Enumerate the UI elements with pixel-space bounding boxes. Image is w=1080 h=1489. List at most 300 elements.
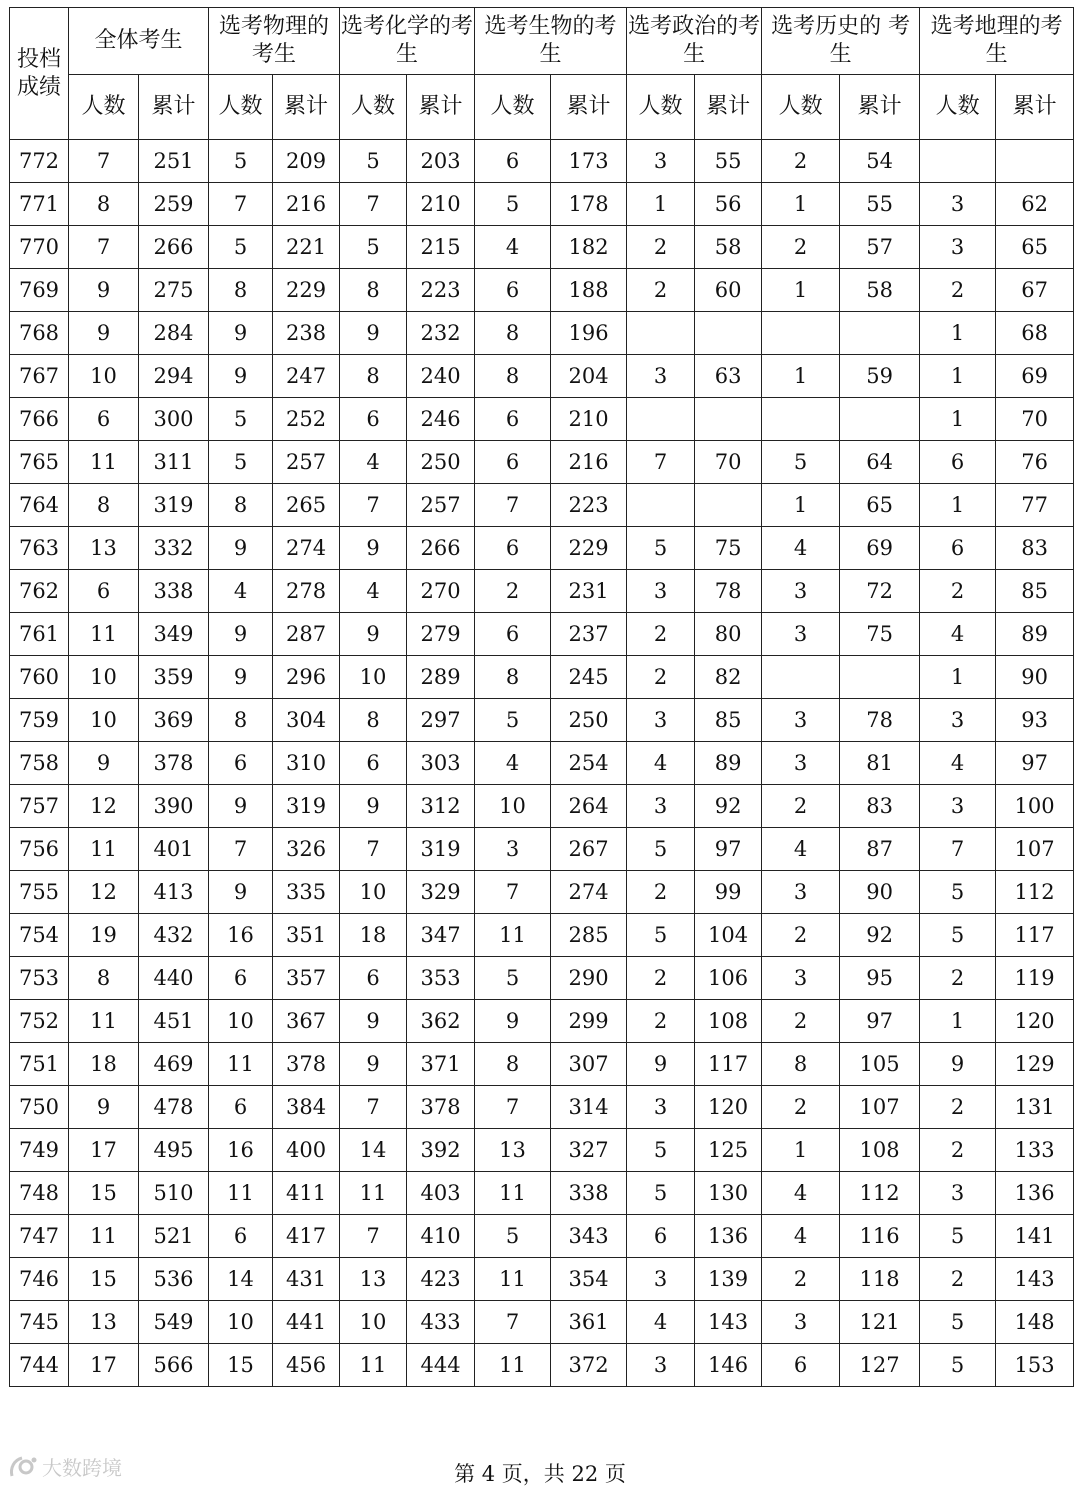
cumulative-cell: 254	[551, 742, 627, 785]
count-cell: 6	[209, 957, 273, 1000]
group-header-all: 全体考生	[69, 8, 209, 75]
count-cell: 4	[209, 570, 273, 613]
count-cell: 6	[475, 269, 551, 312]
sub-header-cumulative: 累计	[551, 75, 627, 140]
count-cell: 3	[762, 570, 840, 613]
count-cell: 9	[69, 1086, 139, 1129]
count-cell: 7	[340, 484, 407, 527]
count-cell: 4	[627, 742, 695, 785]
count-cell: 4	[762, 828, 840, 871]
watermark-text: 大数跨境	[42, 1456, 122, 1480]
count-cell: 6	[920, 441, 996, 484]
cumulative-cell: 361	[551, 1301, 627, 1344]
count-cell: 9	[209, 527, 273, 570]
count-cell: 9	[340, 527, 407, 570]
score-cell: 755	[10, 871, 69, 914]
cumulative-cell: 257	[273, 441, 340, 484]
count-cell: 5	[475, 1215, 551, 1258]
cumulative-cell: 444	[407, 1344, 475, 1387]
count-cell: 2	[762, 1000, 840, 1043]
count-cell: 6	[209, 742, 273, 785]
cumulative-cell: 210	[407, 183, 475, 226]
cumulative-cell: 285	[551, 914, 627, 957]
count-cell: 6	[475, 613, 551, 656]
count-cell: 9	[920, 1043, 996, 1086]
score-cell: 747	[10, 1215, 69, 1258]
count-cell: 6	[340, 957, 407, 1000]
cumulative-cell: 99	[695, 871, 762, 914]
count-cell: 8	[475, 312, 551, 355]
count-cell: 9	[340, 312, 407, 355]
cumulative-cell: 223	[407, 269, 475, 312]
score-cell: 745	[10, 1301, 69, 1344]
count-cell: 2	[627, 957, 695, 1000]
cumulative-cell: 266	[407, 527, 475, 570]
cumulative-cell: 410	[407, 1215, 475, 1258]
count-cell: 9	[340, 785, 407, 828]
count-cell: 5	[920, 871, 996, 914]
count-cell: 4	[762, 527, 840, 570]
count-cell	[627, 484, 695, 527]
count-cell: 1	[920, 312, 996, 355]
cumulative-cell: 359	[139, 656, 209, 699]
count-cell: 5	[920, 1344, 996, 1387]
cumulative-cell: 319	[407, 828, 475, 871]
count-cell: 5	[475, 183, 551, 226]
cumulative-cell: 279	[407, 613, 475, 656]
count-cell: 2	[920, 570, 996, 613]
cumulative-cell: 112	[996, 871, 1074, 914]
count-cell: 10	[69, 699, 139, 742]
cumulative-cell: 237	[551, 613, 627, 656]
count-cell: 10	[69, 355, 139, 398]
cumulative-cell: 354	[551, 1258, 627, 1301]
count-cell: 19	[69, 914, 139, 957]
count-cell: 13	[475, 1129, 551, 1172]
cumulative-cell: 146	[695, 1344, 762, 1387]
table-row	[10, 140, 1074, 183]
count-cell: 9	[69, 312, 139, 355]
cumulative-cell: 311	[139, 441, 209, 484]
cumulative-cell: 246	[407, 398, 475, 441]
count-cell: 18	[69, 1043, 139, 1086]
count-cell: 7	[627, 441, 695, 484]
count-cell: 3	[762, 613, 840, 656]
cumulative-cell: 275	[139, 269, 209, 312]
cumulative-cell: 510	[139, 1172, 209, 1215]
cumulative-cell: 70	[996, 398, 1074, 441]
count-cell: 3	[920, 183, 996, 226]
cumulative-cell: 223	[551, 484, 627, 527]
cumulative-cell: 83	[996, 527, 1074, 570]
count-cell: 10	[340, 871, 407, 914]
count-cell: 1	[762, 355, 840, 398]
count-cell: 8	[475, 1043, 551, 1086]
count-cell: 8	[762, 1043, 840, 1086]
cumulative-cell: 310	[273, 742, 340, 785]
count-cell: 2	[920, 269, 996, 312]
count-cell: 8	[475, 355, 551, 398]
count-cell: 1	[920, 656, 996, 699]
count-cell: 8	[209, 484, 273, 527]
cumulative-cell: 432	[139, 914, 209, 957]
cumulative-cell: 141	[996, 1215, 1074, 1258]
score-cell: 754	[10, 914, 69, 957]
count-cell: 5	[627, 828, 695, 871]
count-cell: 17	[69, 1129, 139, 1172]
cumulative-cell: 495	[139, 1129, 209, 1172]
cumulative-cell: 351	[273, 914, 340, 957]
sub-header-cumulative: 累计	[139, 75, 209, 140]
cumulative-cell: 267	[551, 828, 627, 871]
count-cell: 4	[340, 441, 407, 484]
count-cell: 11	[340, 1172, 407, 1215]
count-cell: 7	[475, 871, 551, 914]
score-cell: 772	[10, 140, 69, 183]
table-row	[10, 441, 1074, 484]
cumulative-cell: 250	[407, 441, 475, 484]
group-header-politics: 选考政治的考生	[627, 8, 762, 75]
count-cell: 1	[920, 1000, 996, 1043]
count-cell: 8	[475, 656, 551, 699]
count-cell: 11	[69, 1000, 139, 1043]
count-cell: 5	[475, 699, 551, 742]
count-cell: 2	[627, 656, 695, 699]
count-cell	[762, 656, 840, 699]
table-row	[10, 312, 1074, 355]
cumulative-cell: 433	[407, 1301, 475, 1344]
count-cell: 5	[340, 226, 407, 269]
count-cell: 6	[340, 742, 407, 785]
cumulative-cell: 349	[139, 613, 209, 656]
cumulative-cell: 441	[273, 1301, 340, 1344]
score-cell: 756	[10, 828, 69, 871]
cumulative-cell: 338	[551, 1172, 627, 1215]
cumulative-cell	[695, 398, 762, 441]
score-cell: 768	[10, 312, 69, 355]
cumulative-cell: 90	[996, 656, 1074, 699]
cumulative-cell: 90	[840, 871, 920, 914]
group-header-biology: 选考生物的考生	[475, 8, 627, 75]
score-cell: 766	[10, 398, 69, 441]
count-cell: 11	[69, 613, 139, 656]
count-cell: 8	[209, 269, 273, 312]
cumulative-cell: 76	[996, 441, 1074, 484]
cumulative-cell: 265	[273, 484, 340, 527]
cumulative-cell: 129	[996, 1043, 1074, 1086]
sub-header-cumulative: 累计	[407, 75, 475, 140]
cumulative-cell: 413	[139, 871, 209, 914]
count-cell: 4	[920, 742, 996, 785]
count-cell	[627, 398, 695, 441]
table-row	[10, 226, 1074, 269]
cumulative-cell: 85	[695, 699, 762, 742]
count-cell: 11	[209, 1172, 273, 1215]
score-cell: 758	[10, 742, 69, 785]
cumulative-cell: 133	[996, 1129, 1074, 1172]
cumulative-cell: 117	[996, 914, 1074, 957]
cumulative-cell: 250	[551, 699, 627, 742]
sub-header-count: 人数	[920, 75, 996, 140]
count-cell: 7	[209, 828, 273, 871]
cumulative-cell: 274	[273, 527, 340, 570]
cumulative-cell: 284	[139, 312, 209, 355]
count-cell: 9	[69, 269, 139, 312]
cumulative-cell: 362	[407, 1000, 475, 1043]
count-cell: 4	[475, 742, 551, 785]
count-cell: 6	[475, 140, 551, 183]
group-header-history: 选考历史的 考生	[762, 8, 920, 75]
score-cell: 749	[10, 1129, 69, 1172]
count-cell: 6	[475, 527, 551, 570]
count-cell: 2	[920, 957, 996, 1000]
cumulative-cell: 259	[139, 183, 209, 226]
count-cell: 3	[627, 699, 695, 742]
count-cell: 2	[627, 226, 695, 269]
count-cell: 8	[69, 484, 139, 527]
count-cell: 14	[209, 1258, 273, 1301]
page-footer: 第 4 页，共 22 页	[454, 1462, 626, 1486]
score-column-header: 投档成绩	[10, 8, 69, 140]
count-cell: 10	[209, 1301, 273, 1344]
cumulative-cell: 106	[695, 957, 762, 1000]
cumulative-cell: 274	[551, 871, 627, 914]
cumulative-cell: 469	[139, 1043, 209, 1086]
cumulative-cell: 120	[695, 1086, 762, 1129]
table-row	[10, 1301, 1074, 1344]
sub-header-cumulative: 累计	[695, 75, 762, 140]
cumulative-cell: 89	[996, 613, 1074, 656]
count-cell: 3	[920, 1172, 996, 1215]
table-row	[10, 656, 1074, 699]
count-cell: 8	[340, 355, 407, 398]
count-cell: 7	[209, 183, 273, 226]
cumulative-cell: 70	[695, 441, 762, 484]
count-cell: 6	[627, 1215, 695, 1258]
count-cell: 5	[627, 1172, 695, 1215]
count-cell: 2	[475, 570, 551, 613]
cumulative-cell	[840, 398, 920, 441]
count-cell: 7	[69, 140, 139, 183]
sub-header-cumulative: 累计	[273, 75, 340, 140]
count-cell: 2	[920, 1258, 996, 1301]
count-cell: 6	[475, 398, 551, 441]
count-cell: 3	[627, 1258, 695, 1301]
count-cell: 13	[340, 1258, 407, 1301]
table-row	[10, 914, 1074, 957]
cumulative-cell: 139	[695, 1258, 762, 1301]
count-cell: 10	[340, 656, 407, 699]
table-row	[10, 1258, 1074, 1301]
cumulative-cell: 347	[407, 914, 475, 957]
count-cell: 9	[627, 1043, 695, 1086]
count-cell: 11	[69, 441, 139, 484]
count-cell: 5	[475, 957, 551, 1000]
cumulative-cell: 105	[840, 1043, 920, 1086]
count-cell: 3	[627, 140, 695, 183]
count-cell: 1	[920, 484, 996, 527]
cumulative-cell: 92	[695, 785, 762, 828]
cumulative-cell: 67	[996, 269, 1074, 312]
cumulative-cell: 58	[840, 269, 920, 312]
sub-header-count: 人数	[209, 75, 273, 140]
cumulative-cell: 173	[551, 140, 627, 183]
cumulative-cell: 178	[551, 183, 627, 226]
count-cell: 5	[627, 914, 695, 957]
cumulative-cell: 117	[695, 1043, 762, 1086]
cumulative-cell: 296	[273, 656, 340, 699]
table-row	[10, 398, 1074, 441]
count-cell: 2	[762, 140, 840, 183]
cumulative-cell: 60	[695, 269, 762, 312]
cumulative-cell: 59	[840, 355, 920, 398]
cumulative-cell: 369	[139, 699, 209, 742]
cumulative-cell: 54	[840, 140, 920, 183]
cumulative-cell: 451	[139, 1000, 209, 1043]
cumulative-cell	[840, 312, 920, 355]
count-cell: 9	[69, 742, 139, 785]
cumulative-cell: 299	[551, 1000, 627, 1043]
count-cell: 12	[69, 785, 139, 828]
count-cell	[762, 398, 840, 441]
score-cell: 762	[10, 570, 69, 613]
cumulative-cell: 210	[551, 398, 627, 441]
cumulative-cell: 188	[551, 269, 627, 312]
cumulative-cell: 75	[695, 527, 762, 570]
score-cell: 767	[10, 355, 69, 398]
table-row	[10, 527, 1074, 570]
cumulative-cell: 216	[551, 441, 627, 484]
count-cell: 2	[762, 914, 840, 957]
group-header-chemistry: 选考化学的考生	[340, 8, 475, 75]
count-cell: 1	[762, 183, 840, 226]
score-cell: 761	[10, 613, 69, 656]
cumulative-cell: 314	[551, 1086, 627, 1129]
count-cell: 2	[762, 226, 840, 269]
count-cell: 3	[627, 1086, 695, 1129]
cumulative-cell: 68	[996, 312, 1074, 355]
count-cell: 11	[340, 1344, 407, 1387]
cumulative-cell: 65	[840, 484, 920, 527]
cumulative-cell: 78	[695, 570, 762, 613]
count-cell: 8	[340, 269, 407, 312]
table-row	[10, 613, 1074, 656]
cumulative-cell: 401	[139, 828, 209, 871]
cumulative-cell: 521	[139, 1215, 209, 1258]
cumulative-cell	[695, 312, 762, 355]
count-cell: 5	[627, 527, 695, 570]
score-cell: 752	[10, 1000, 69, 1043]
count-cell: 6	[209, 1086, 273, 1129]
cumulative-cell: 97	[840, 1000, 920, 1043]
table-row	[10, 742, 1074, 785]
group-header-geography: 选考地理的考生	[920, 8, 1074, 75]
cumulative-cell	[996, 140, 1074, 183]
count-cell: 7	[340, 183, 407, 226]
count-cell: 1	[920, 398, 996, 441]
count-cell: 6	[69, 570, 139, 613]
count-cell: 15	[69, 1172, 139, 1215]
table-row	[10, 269, 1074, 312]
count-cell: 1	[762, 1129, 840, 1172]
table-body	[10, 140, 1074, 1387]
cumulative-cell: 304	[273, 699, 340, 742]
sub-header-count: 人数	[475, 75, 551, 140]
count-cell: 12	[69, 871, 139, 914]
cumulative-cell: 403	[407, 1172, 475, 1215]
count-cell: 17	[69, 1344, 139, 1387]
cumulative-cell: 100	[996, 785, 1074, 828]
cumulative-cell: 357	[273, 957, 340, 1000]
cumulative-cell: 56	[695, 183, 762, 226]
count-cell: 8	[209, 699, 273, 742]
count-cell: 2	[920, 1086, 996, 1129]
cumulative-cell: 417	[273, 1215, 340, 1258]
cumulative-cell: 264	[551, 785, 627, 828]
count-cell: 7	[69, 226, 139, 269]
sub-header-cumulative: 累计	[840, 75, 920, 140]
cumulative-cell: 303	[407, 742, 475, 785]
cumulative-cell: 378	[273, 1043, 340, 1086]
count-cell	[920, 140, 996, 183]
cumulative-cell: 209	[273, 140, 340, 183]
cumulative-cell: 231	[551, 570, 627, 613]
count-cell: 2	[762, 1086, 840, 1129]
cumulative-cell	[695, 484, 762, 527]
count-cell: 2	[627, 269, 695, 312]
sub-header-count: 人数	[69, 75, 139, 140]
cumulative-cell: 153	[996, 1344, 1074, 1387]
cumulative-cell: 136	[996, 1172, 1074, 1215]
cumulative-cell: 335	[273, 871, 340, 914]
cumulative-cell: 82	[695, 656, 762, 699]
score-cell: 770	[10, 226, 69, 269]
table-row	[10, 871, 1074, 914]
count-cell: 3	[762, 1301, 840, 1344]
table-row	[10, 1172, 1074, 1215]
score-cell: 746	[10, 1258, 69, 1301]
count-cell: 6	[920, 527, 996, 570]
table-row	[10, 1043, 1074, 1086]
count-cell: 2	[627, 1000, 695, 1043]
count-cell: 6	[340, 398, 407, 441]
count-cell: 7	[340, 1215, 407, 1258]
cumulative-cell: 287	[273, 613, 340, 656]
count-cell: 14	[340, 1129, 407, 1172]
table-row	[10, 484, 1074, 527]
cumulative-cell: 247	[273, 355, 340, 398]
cumulative-cell: 112	[840, 1172, 920, 1215]
cumulative-cell: 108	[840, 1129, 920, 1172]
cumulative-cell: 238	[273, 312, 340, 355]
count-cell: 3	[762, 699, 840, 742]
cumulative-cell: 216	[273, 183, 340, 226]
count-cell: 6	[475, 441, 551, 484]
table-row	[10, 957, 1074, 1000]
count-cell: 11	[69, 828, 139, 871]
count-cell: 7	[340, 828, 407, 871]
score-cell: 764	[10, 484, 69, 527]
count-cell: 10	[69, 656, 139, 699]
table-row	[10, 355, 1074, 398]
count-cell: 11	[69, 1215, 139, 1258]
cumulative-cell: 372	[551, 1344, 627, 1387]
cumulative-cell	[840, 656, 920, 699]
count-cell: 5	[627, 1129, 695, 1172]
count-cell: 2	[762, 1258, 840, 1301]
cumulative-cell: 566	[139, 1344, 209, 1387]
count-cell: 6	[209, 1215, 273, 1258]
